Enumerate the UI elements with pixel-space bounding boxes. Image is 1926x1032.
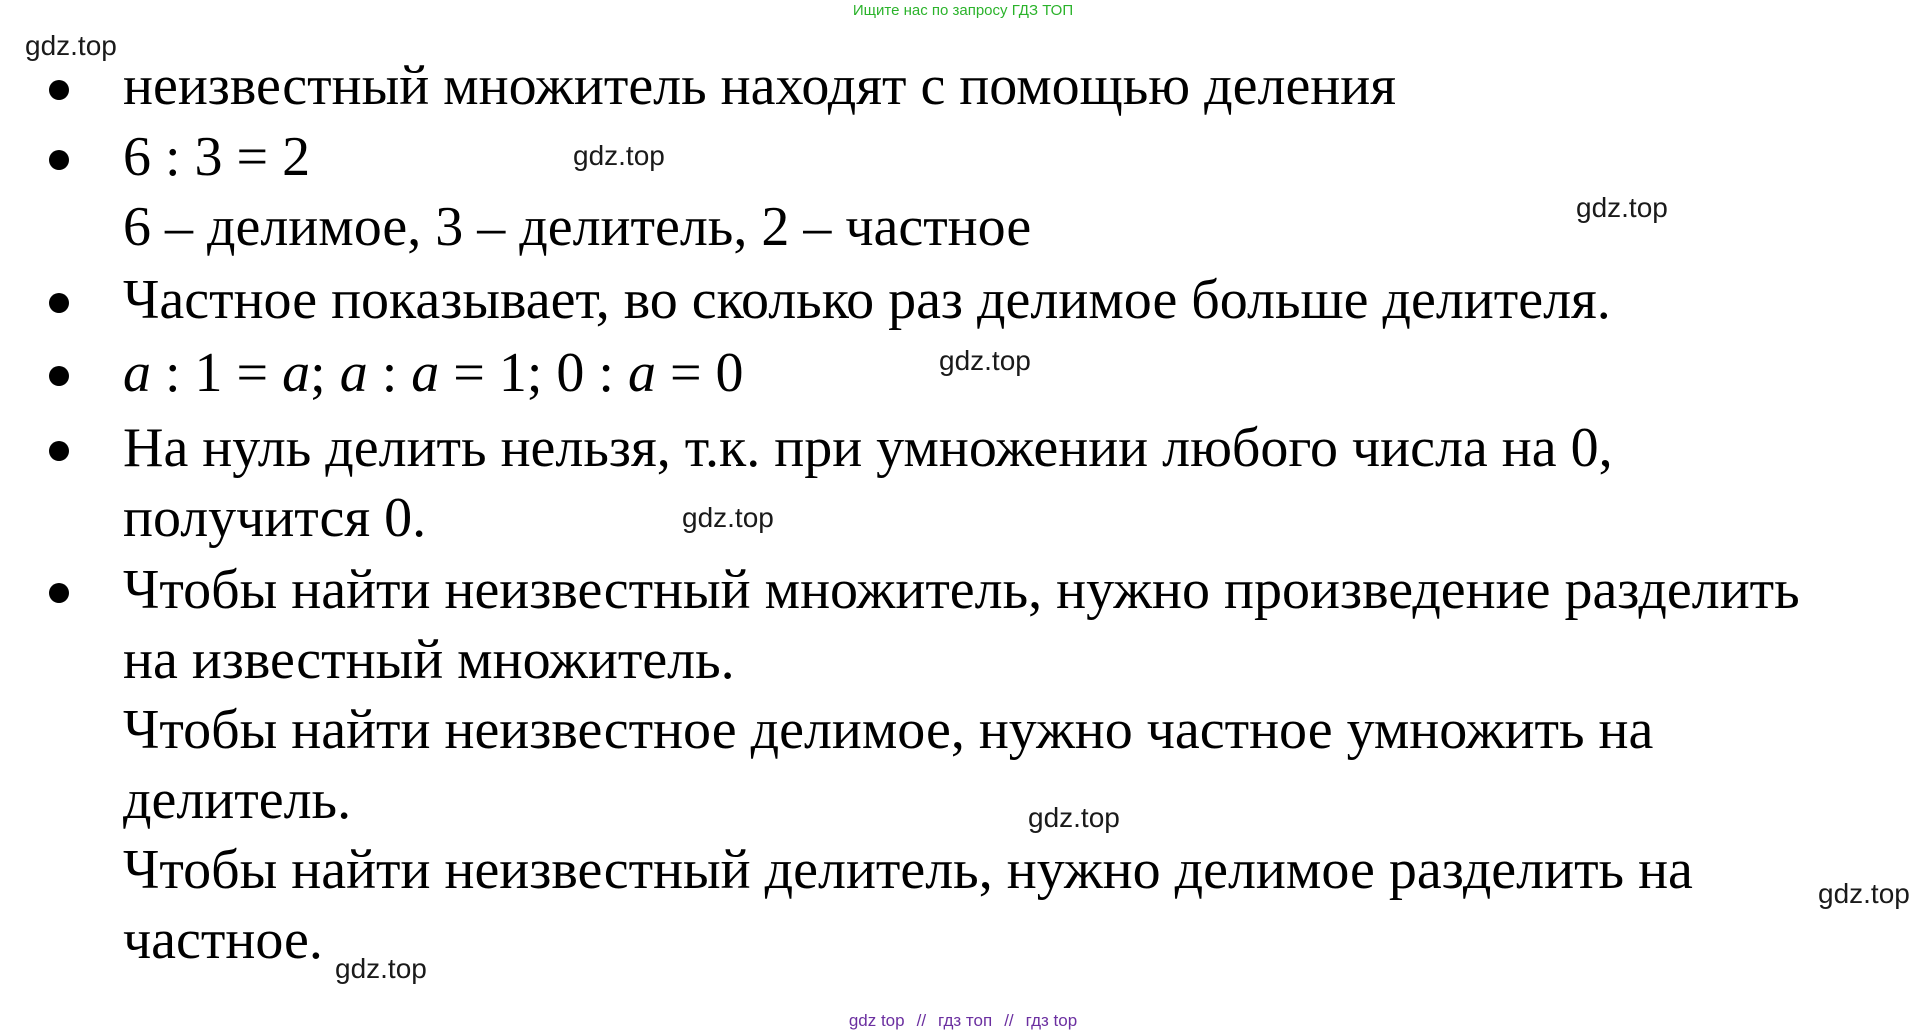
text-line: 6 – делимое, 3 – делитель, 2 – частное: [123, 196, 1032, 258]
text-line: делитель.: [123, 769, 352, 831]
bullet-point: [49, 293, 69, 313]
top-banner[interactable]: Ищите нас по запросу ГДЗ ТОП: [852, 2, 1074, 19]
text-line: Чтобы найти неизвестный делитель, нужно делимое разделить на: [123, 839, 1693, 901]
bullet-point: [49, 366, 69, 386]
formula-part: :: [367, 342, 412, 404]
watermark: gdz.top: [1028, 802, 1120, 833]
footer-links: [0, 1011, 1926, 1031]
formula-part: = 0: [655, 342, 744, 404]
bullet-point: [49, 441, 69, 461]
text-line: на известный множитель.: [123, 629, 735, 691]
formula-line: [123, 341, 744, 405]
formula-part: ;: [310, 342, 340, 404]
formula-part: : 1 =: [151, 342, 283, 404]
bullet-point: [49, 80, 69, 100]
watermark: gdz.top: [939, 345, 1031, 376]
text-line: Частное показывает, во сколько раз делимое больше делителя.: [123, 269, 1611, 331]
text-line: получится 0.: [123, 487, 427, 549]
watermark: gdz.top: [1576, 192, 1668, 223]
variable-a: a: [627, 342, 656, 404]
watermark: gdz.top: [682, 502, 774, 533]
footer-link[interactable]: гдз топ: [938, 1011, 993, 1030]
text-line: неизвестный множитель находят с помощью деления: [123, 55, 1396, 117]
watermark: gdz.top: [25, 30, 117, 61]
text-line: Чтобы найти неизвестный множитель, нужно произведение разделить: [123, 559, 1800, 621]
variable-a: a: [282, 342, 311, 404]
variable-a: a: [339, 342, 368, 404]
text-line: 6 : 3 = 2: [123, 126, 311, 188]
watermark: gdz.top: [573, 140, 665, 171]
text-line: Чтобы найти неизвестное делимое, нужно частное умножить на: [123, 699, 1654, 761]
variable-a: a: [411, 342, 440, 404]
variable-a: a: [123, 342, 151, 404]
watermark: gdz.top: [1818, 878, 1910, 909]
footer-separator: //: [916, 1011, 927, 1030]
bullet-point: [49, 150, 69, 170]
footer-link[interactable]: gdz top: [848, 1011, 905, 1030]
bullet-point: [49, 583, 69, 603]
text-line: На нуль делить нельзя, т.к. при умножении любого числа на 0,: [123, 417, 1613, 479]
footer-link[interactable]: гдз top: [1025, 1011, 1078, 1030]
footer-separator: //: [1004, 1011, 1014, 1030]
formula-part: = 1; 0 :: [439, 342, 628, 404]
watermark: gdz.top: [335, 953, 427, 984]
text-line: частное.: [123, 909, 323, 971]
